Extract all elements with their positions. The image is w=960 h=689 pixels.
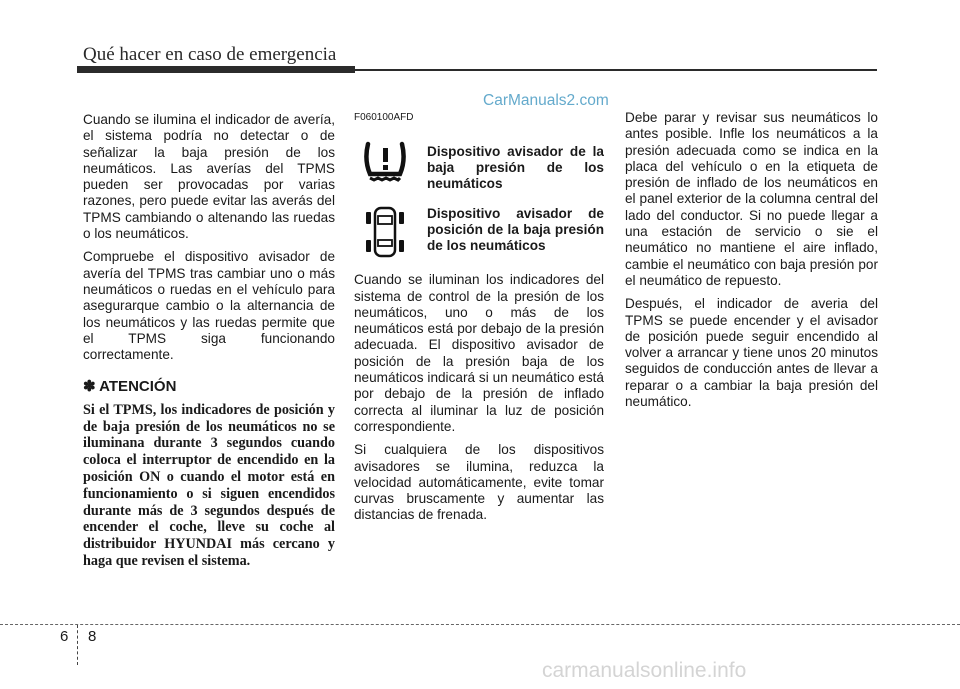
tire-position-warning-icon <box>354 202 416 262</box>
tire-pressure-warning-icon <box>354 130 416 190</box>
attention-body: Si el TPMS, los indicadores de posición y de baja presión de los neumáticos no se iluminana durante 3 segundos cuando coloca el interruptor de encendido en la posición ON o cuando el motor está en funcionamiento o si siguen encendidos durante más de 3 segundos después de encender el coche, lleve su coche al distribuidor HYUNDAI más cercano y haga que revisen el sistema. <box>83 401 335 569</box>
column-2 <box>354 110 604 531</box>
indicator1-label: Dispositivo avisador de la baja presión de los neumáticos <box>427 144 604 192</box>
watermark-bottom: carmanualsonline.info <box>542 659 747 682</box>
page-header-title: Qué hacer en caso de emergencia <box>83 44 337 65</box>
column1-paragraph1: Cuando se ilumina el indicador de avería, el sistema podría no detectar o de señalizar la baja presión de los neumáticos. Las averías del TPMS pueden ser provocadas por varias razones, pero puede evitar las averás del TPMS cambiando o altenando las ruedas o los neumáticos. <box>83 112 335 242</box>
page-divider <box>77 625 79 665</box>
column1-paragraph2: Compruebe el dispositivo avisador de avería del TPMS tras cambiar uno o más neumáticos o ruedas en el vehículo para asegurarque cambio o la alternancia de los neumáticos y las ruedas permite que el TPMS siga funcionando correctamente. <box>83 249 335 363</box>
header-bar-thin <box>355 69 877 71</box>
column-3 <box>625 110 878 417</box>
header-bar-thick <box>77 66 355 73</box>
column-1 <box>83 112 335 577</box>
watermark-top: CarManuals2.com <box>483 92 609 109</box>
indicator2-label: Dispositivo avisador de posición de la baja presión de los neumáticos <box>427 206 604 254</box>
section-code: F060100AFD <box>354 112 414 123</box>
page-number: 8 <box>88 628 97 645</box>
chapter-number: 6 <box>60 628 69 645</box>
attention-heading: ✽ ATENCIÓN <box>83 378 177 396</box>
column2-paragraph2: Si cualquiera de los dispositivos avisadores se ilumina, reduzca la velocidad automáticamente, evite tomar curvas bruscamente y aumentar las distancias de frenada. <box>354 442 604 523</box>
column3-paragraph2: Después, el indicador de averia del TPMS se puede encender y el avisador de posición puede seguir encendido al volver a arrancar y tiene unos 20 minutos seguidos de conducción antes de llevar a reparar o a cambiar la baja presión del neumático. <box>625 296 878 410</box>
indicator-low-pressure <box>354 130 604 192</box>
column3-paragraph1: Debe parar y revisar sus neumáticos lo antes posible. Infle los neumáticos a la presión adecuada como se indica en la placa del vehículo o en la etiqueta de presión de inflado de los neumáticos en el panel exterior de la columna central del lado del conductor. Si no puede llegar a una estación de servicio o sie el neumático no mantiene el aire inflado, cambie el neumático con baja presión por el neumático de repuesto. <box>625 110 878 288</box>
column2-paragraph1: Cuando se iluminan los indicadores del sistema de control de la presión de los neumáticos, uno o más de los neumáticos está por debajo de la presión adecuada. El dispositivo avisador de posición de la presión baja de los neumáticos indicará si un neumático está por debajo de la presión de inflado correcta al iluminar la luz de posición correspondiente. <box>354 272 604 434</box>
indicator-position <box>354 202 604 262</box>
footer-rule <box>0 624 960 625</box>
